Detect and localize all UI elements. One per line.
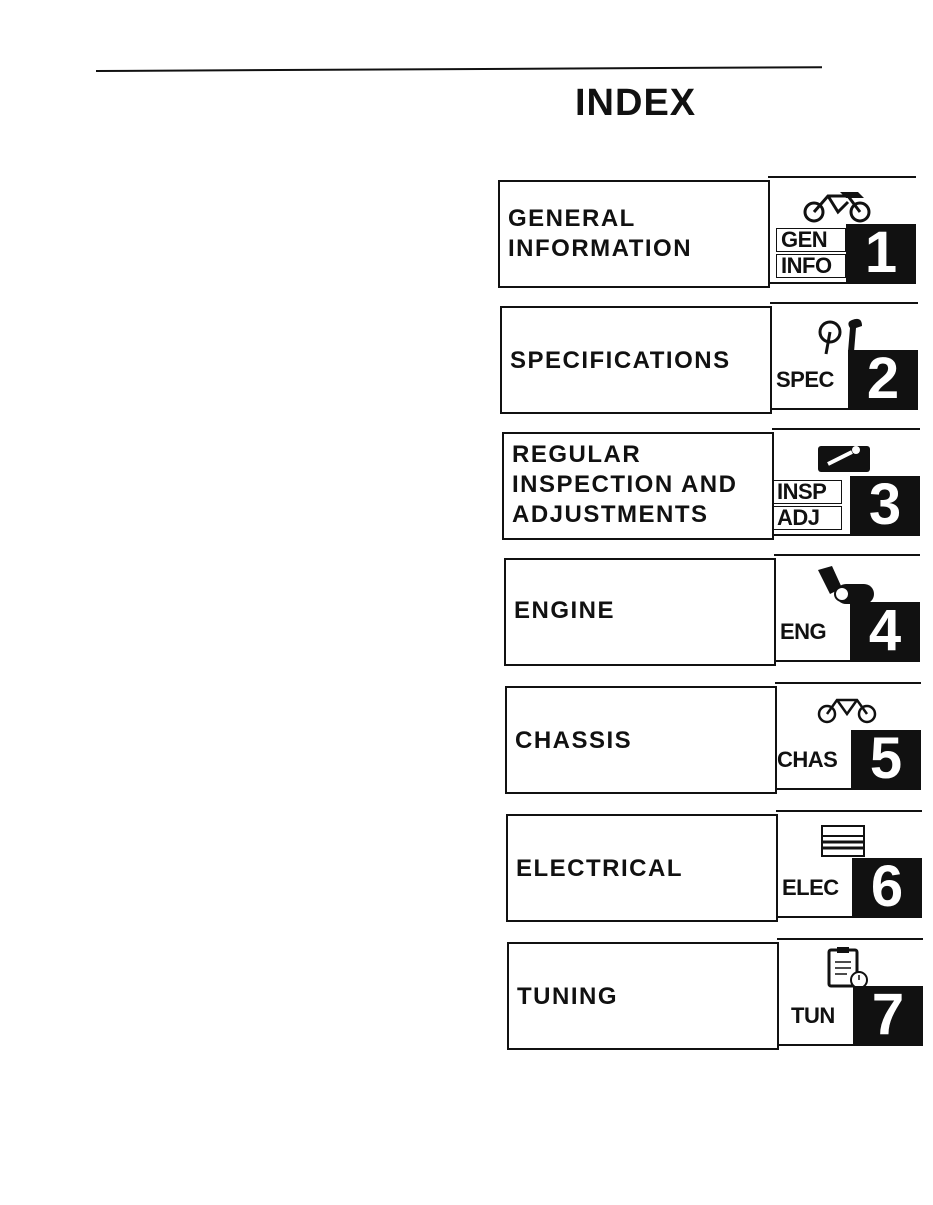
section-label-line: TUNING <box>517 983 618 1010</box>
section-label-line: ENGINE <box>514 597 616 624</box>
section-electrical[interactable] <box>506 814 922 926</box>
section-abbr <box>776 227 846 278</box>
section-label <box>508 204 692 264</box>
section-tab[interactable] <box>768 176 916 284</box>
section-abbr <box>772 479 842 530</box>
section-label-line: GENERAL <box>508 205 636 232</box>
section-abbr <box>782 864 852 912</box>
section-label-line: REGULAR <box>512 441 642 468</box>
section-label-line: INFORMATION <box>508 235 693 262</box>
top-rule <box>96 66 822 72</box>
section-label-line: ADJUSTMENTS <box>512 501 709 528</box>
section-label-line: ELECTRICAL <box>516 855 683 882</box>
section-label-line: INSPECTION AND <box>512 471 738 498</box>
section-abbr-line: TUN <box>791 1003 835 1028</box>
section-general-information[interactable] <box>498 180 916 292</box>
section-number: 5 <box>851 730 921 788</box>
section-abbr-line: INFO <box>776 254 846 278</box>
section-label <box>514 596 615 626</box>
section-label <box>510 346 731 376</box>
section-regular-inspection-and-adjustments[interactable] <box>502 432 920 544</box>
section-engine[interactable] <box>504 558 920 670</box>
section-label <box>516 854 683 884</box>
page-title: INDEX <box>575 82 697 124</box>
section-label-line: SPECIFICATIONS <box>510 347 731 374</box>
section-tab[interactable] <box>772 428 920 536</box>
section-abbr <box>791 992 861 1040</box>
section-chassis[interactable] <box>505 686 921 798</box>
section-abbr-line: SPEC <box>776 367 834 392</box>
section-tab[interactable] <box>776 810 922 918</box>
section-label <box>512 440 737 530</box>
section-abbr <box>776 356 846 404</box>
section-tab[interactable] <box>777 938 923 1046</box>
section-tuning[interactable] <box>507 942 923 1054</box>
section-abbr-line: INSP <box>772 480 842 504</box>
section-abbr-line: ADJ <box>772 506 842 530</box>
section-tab[interactable] <box>770 302 918 410</box>
section-abbr-line: GEN <box>776 228 846 252</box>
section-label <box>515 726 632 756</box>
section-specifications[interactable] <box>500 306 918 418</box>
section-number: 3 <box>850 476 920 534</box>
section-number: 4 <box>850 602 920 660</box>
section-tab[interactable] <box>774 554 920 662</box>
section-number: 2 <box>848 350 918 408</box>
section-abbr-line: CHAS <box>777 747 838 772</box>
section-abbr-line: ENG <box>780 619 827 644</box>
section-number: 7 <box>853 986 923 1044</box>
section-label <box>517 982 618 1012</box>
section-tab[interactable] <box>775 682 921 790</box>
section-abbr <box>780 608 850 656</box>
section-number: 6 <box>852 858 922 916</box>
section-number: 1 <box>846 224 916 282</box>
section-label-line: CHASSIS <box>515 727 633 754</box>
section-abbr <box>777 736 847 784</box>
section-abbr-line: ELEC <box>782 875 839 900</box>
